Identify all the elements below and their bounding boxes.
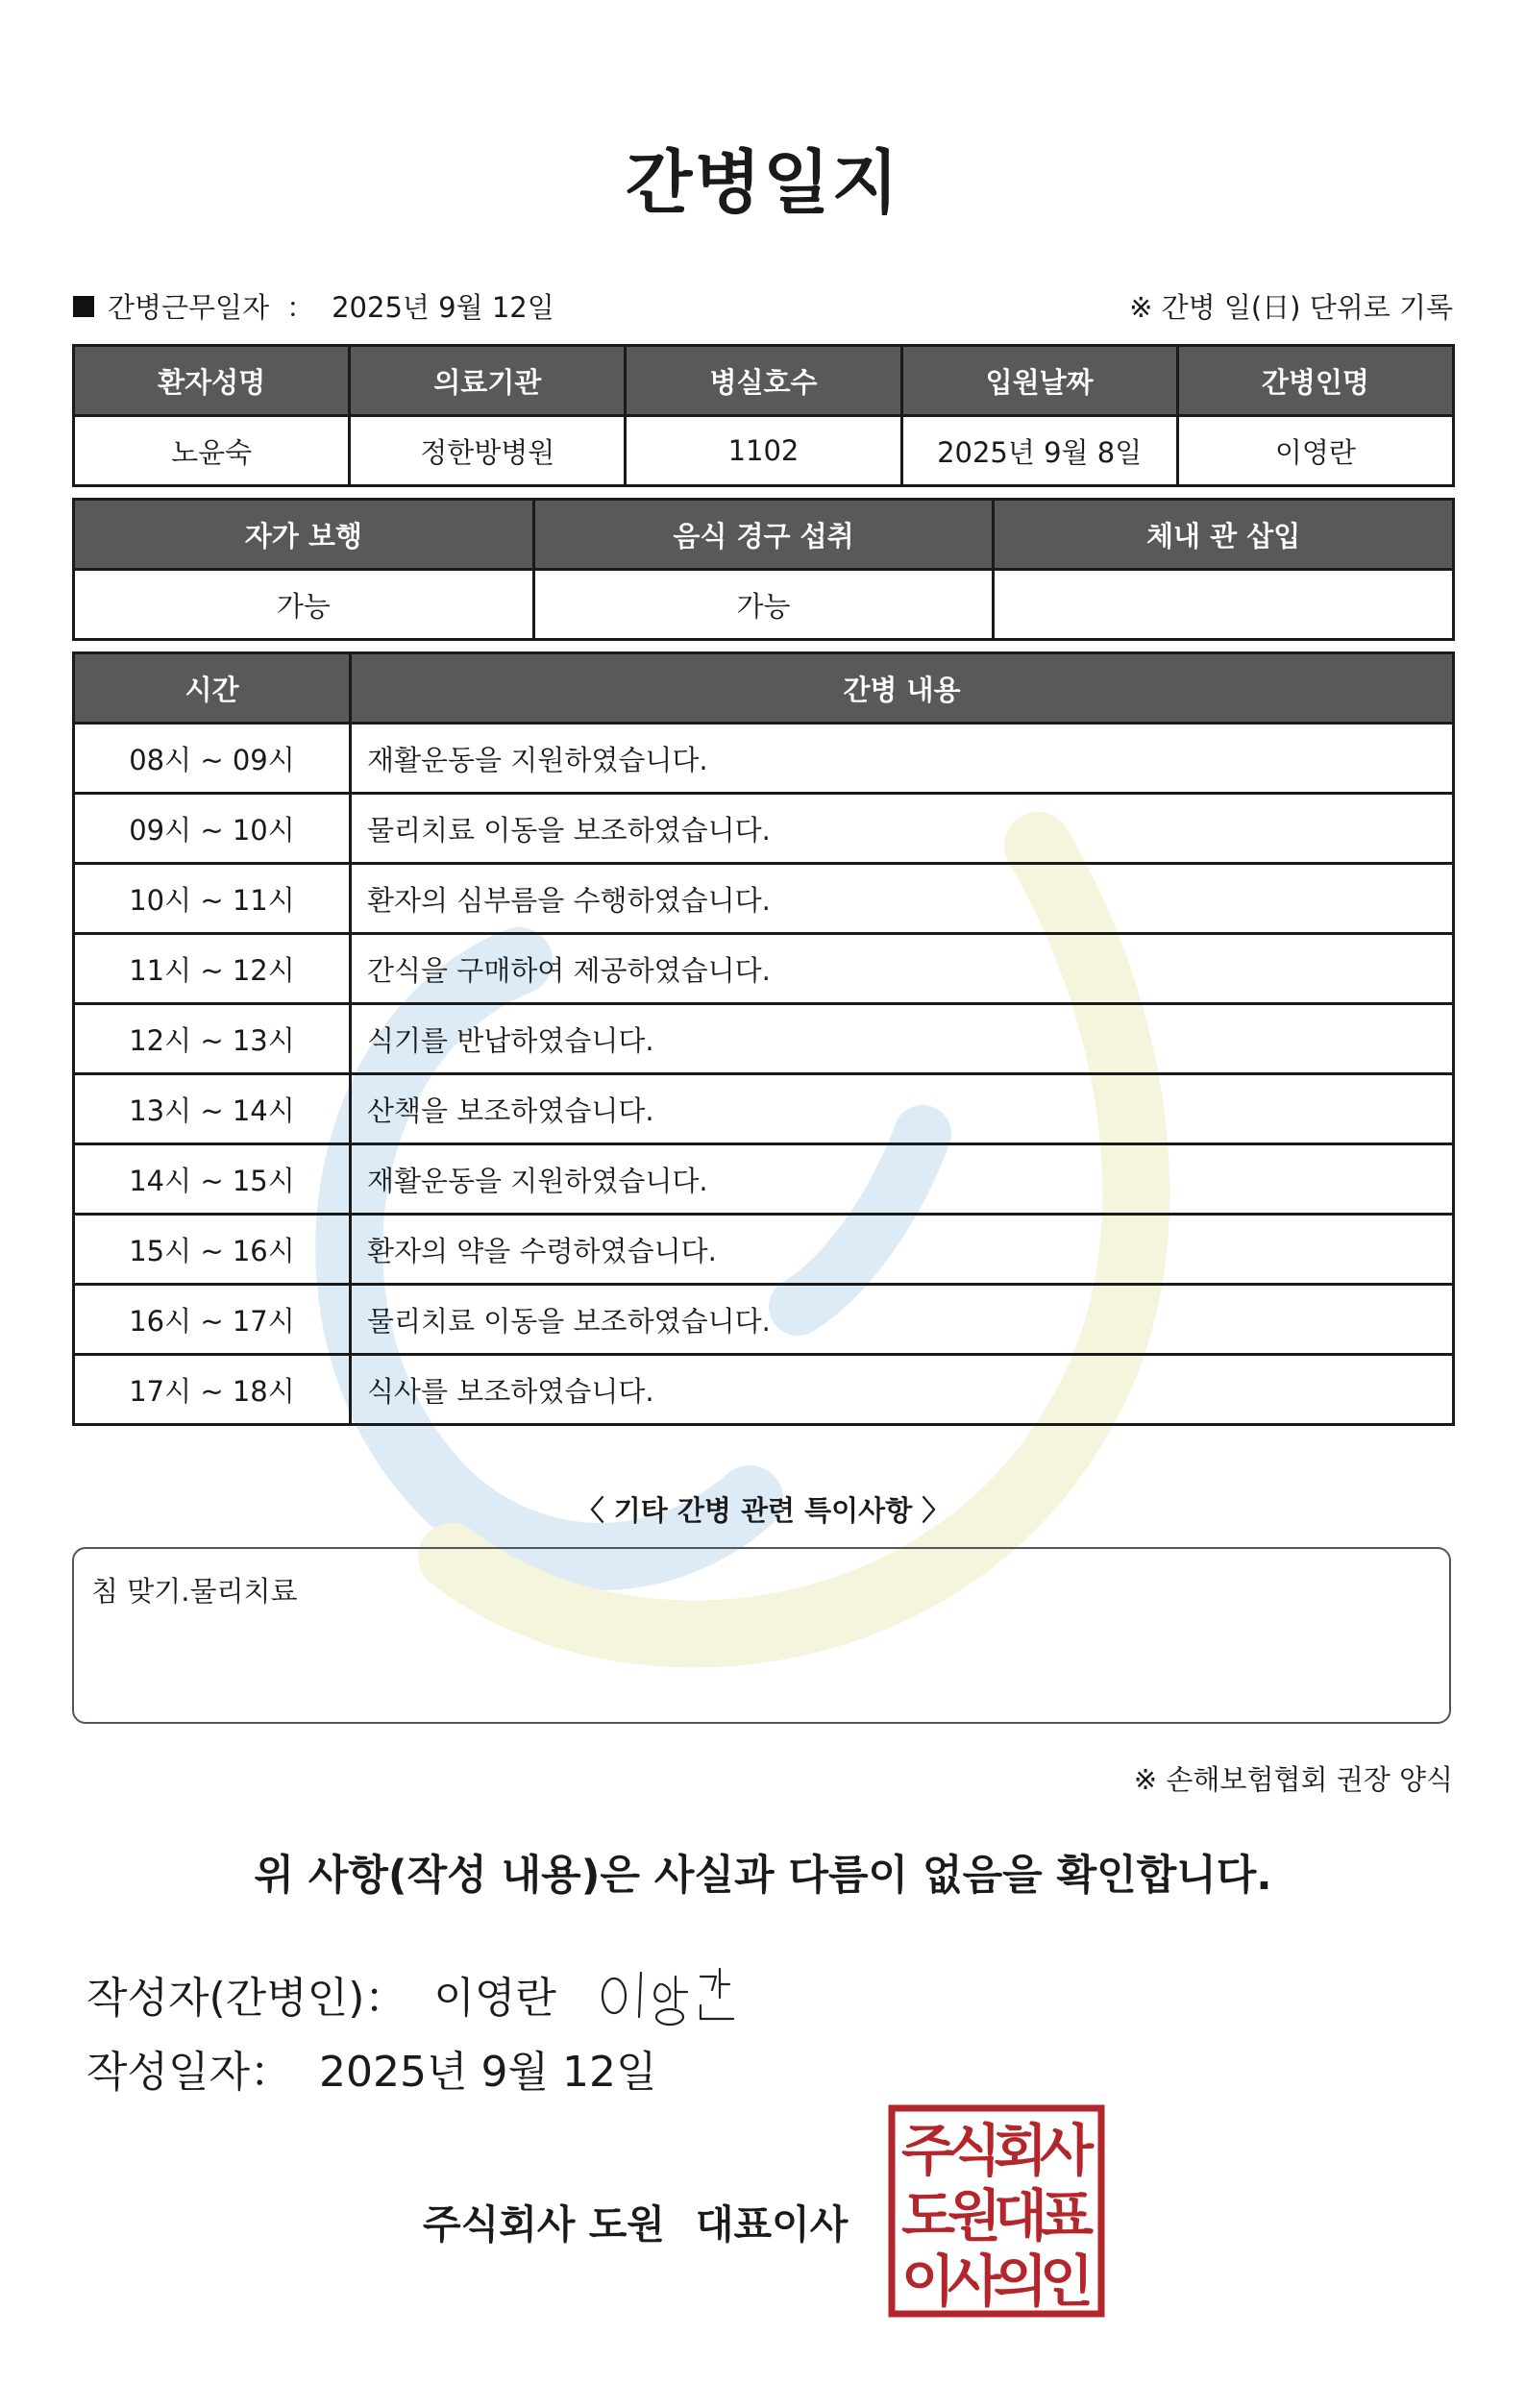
- table-row: [74, 1355, 1454, 1425]
- table-row: [74, 1215, 1454, 1285]
- table-row: [74, 1285, 1454, 1355]
- hospital-name: 정한방병원: [350, 416, 626, 486]
- handwritten-signature: [593, 1955, 766, 2032]
- content-cell: 식사를 보조하였습니다.: [351, 1355, 1454, 1425]
- header-self-walking: 자가 보행: [74, 500, 534, 570]
- svg-text:이: 이: [900, 2248, 956, 2314]
- header-admission-date: 입원날짜: [901, 346, 1177, 416]
- write-date-value: 2025년 9월 12일: [319, 2048, 657, 2097]
- write-date-label: 작성일자: [86, 2048, 251, 2097]
- table-row: [74, 1144, 1454, 1215]
- header-time: 시간: [74, 653, 351, 724]
- company-name: 주식회사 도원: [423, 2201, 665, 2248]
- room-number: 1102: [626, 416, 901, 486]
- unit-note: ※ 간병 일(日) 단위로 기록: [1129, 291, 1453, 324]
- notes-text: 침 맞기.물리치료: [91, 1575, 298, 1608]
- care-log-header-row: [74, 653, 1454, 724]
- status-value-row: [74, 570, 1454, 640]
- svg-text:인: 인: [1039, 2248, 1095, 2314]
- content-cell: 간식을 구매하여 제공하였습니다.: [351, 934, 1454, 1004]
- company-row: [423, 2193, 848, 2249]
- oral-intake-value: 가능: [533, 570, 994, 640]
- company-seal-stamp: [888, 2104, 1105, 2318]
- svg-text:도: 도: [900, 2183, 956, 2248]
- content-cell: 물리치료 이동을 보조하였습니다.: [351, 1285, 1454, 1355]
- notes-title: 〈 기타 간병 관련 특이사항 〉: [576, 1494, 950, 1527]
- svg-text:주: 주: [900, 2118, 956, 2183]
- status-header-row: [74, 500, 1454, 570]
- header-tube-insertion: 체내 관 삽입: [994, 500, 1454, 570]
- table-row: [74, 934, 1454, 1004]
- svg-text:원: 원: [947, 2183, 1002, 2248]
- patient-info-table: [72, 344, 1455, 487]
- notes-box: [72, 1547, 1451, 1724]
- content-cell: 환자의 약을 수령하였습니다.: [351, 1215, 1454, 1285]
- table-row: [74, 1004, 1454, 1074]
- svg-text:대: 대: [993, 2183, 1048, 2248]
- recommend-note: ※ 손해보험협회 권장 양식: [1133, 1763, 1453, 1796]
- table-row: [74, 1074, 1454, 1144]
- time-cell: 17시 ~ 18시: [74, 1355, 351, 1425]
- content-cell: 산책을 보조하였습니다.: [351, 1074, 1454, 1144]
- patient-name: 노윤숙: [74, 416, 350, 486]
- content-cell: 재활운동을 지원하였습니다.: [351, 724, 1454, 794]
- patient-info-header-row: [74, 346, 1454, 416]
- patient-info-value-row: [74, 416, 1454, 486]
- document-title: 간병일지: [625, 142, 901, 223]
- time-cell: 08시 ~ 09시: [74, 724, 351, 794]
- writer-row: [86, 1955, 766, 2032]
- patient-status-table: [72, 498, 1455, 641]
- writer-name: 이영란: [433, 1974, 556, 2023]
- square-bullet-icon: [73, 296, 94, 317]
- svg-text:사: 사: [947, 2248, 1002, 2314]
- content-cell: 식기를 반납하였습니다.: [351, 1004, 1454, 1074]
- header-room-number: 병실호수: [626, 346, 901, 416]
- svg-text:의: 의: [993, 2248, 1048, 2314]
- header-patient-name: 환자성명: [74, 346, 350, 416]
- header-hospital: 의료기관: [350, 346, 626, 416]
- content-cell: 환자의 심부름을 수행하였습니다.: [351, 864, 1454, 934]
- time-cell: 16시 ~ 17시: [74, 1285, 351, 1355]
- table-row: [74, 794, 1454, 864]
- content-cell: 물리치료 이동을 보조하였습니다.: [351, 794, 1454, 864]
- content-cell: 재활운동을 지원하였습니다.: [351, 1144, 1454, 1215]
- confirmation-statement: 위 사항(작성 내용)은 사실과 다름이 없음을 확인합니다.: [254, 1852, 1272, 1900]
- time-cell: 11시 ~ 12시: [74, 934, 351, 1004]
- write-date-colon: ：: [250, 2048, 293, 2097]
- time-cell: 13시 ~ 14시: [74, 1074, 351, 1144]
- time-cell: 12시 ~ 13시: [74, 1004, 351, 1074]
- work-date-colon: ：: [286, 291, 315, 324]
- time-cell: 09시 ~ 10시: [74, 794, 351, 864]
- write-date-row: [86, 2037, 656, 2099]
- self-walking-value: 가능: [74, 570, 534, 640]
- time-cell: 15시 ~ 16시: [74, 1215, 351, 1285]
- header-care-content: 간병 내용: [351, 653, 1454, 724]
- care-log-table: [72, 651, 1455, 1426]
- table-row: [74, 864, 1454, 934]
- ceo-title: 대표이사: [695, 2201, 849, 2248]
- work-date-value: 2025년 9월 12일: [332, 291, 554, 324]
- work-date-label: 간병근무일자: [108, 291, 270, 324]
- writer-colon: ：: [364, 1974, 407, 2023]
- writer-label: 작성자(간병인): [86, 1974, 365, 2023]
- admission-date: 2025년 9월 8일: [901, 416, 1177, 486]
- header-caregiver-name: 간병인명: [1177, 346, 1453, 416]
- time-cell: 10시 ~ 11시: [74, 864, 351, 934]
- tube-insertion-value: [994, 570, 1454, 640]
- header-oral-intake: 음식 경구 섭취: [533, 500, 994, 570]
- table-row: [74, 724, 1454, 794]
- svg-text:표: 표: [1039, 2183, 1095, 2248]
- caregiver-name: 이영란: [1177, 416, 1453, 486]
- svg-text:회: 회: [993, 2118, 1048, 2183]
- time-cell: 14시 ~ 15시: [74, 1144, 351, 1215]
- svg-text:식: 식: [947, 2118, 1002, 2183]
- work-date-row: [73, 286, 554, 326]
- svg-text:사: 사: [1039, 2118, 1095, 2183]
